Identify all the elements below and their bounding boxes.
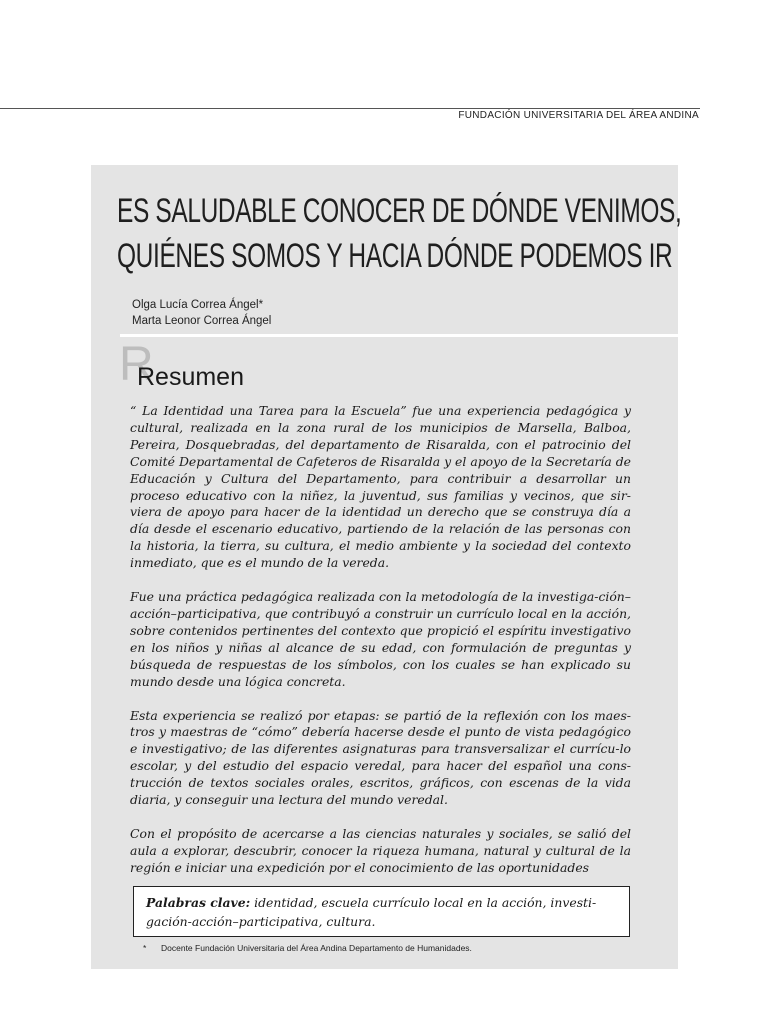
author-1: Olga Lucía Correa Ángel* [132,299,264,311]
section-initial: R [119,338,154,391]
keywords-box [133,886,630,937]
running-header: FUNDACIÓN UNIVERSITARIA DEL ÁREA ANDINA [458,110,699,121]
abstract-paragraph-4: Con el propósito de acercarse a las ciencias naturales y sociales, se salió del aula a explorar, descubrir, conocer la riqueza humana, natural y cultural de la región e iniciar una expedición por el conocimiento de las oportunidades [130,825,631,875]
title-line-1: ES SALUDABLE CONOCER DE DÓNDE VENIMOS, [117,192,682,230]
section-divider [120,334,678,337]
article-panel [91,165,682,969]
abstract-paragraph-2: Fue una práctica pedagógica realizada con la metodología de la investiga-ción–acción–participativa, que contribuyó a construir un currículo local en la acción, sobre contenidos pertinentes del contexto que propició el espíritu investigativo en los niños y niñas al alcance de su edad, con formulación de preguntas y búsqueda de respuestas de los símbolos, con los cuales se han explicado su mundo desde una lógica concreta. [130,589,631,689]
abstract-paragraph-3: Esta experiencia se realizó por etapas: se partió de la reflexión con los maes-tros y maestras de “cómo” debería hacerse desde el punto de vista pedagógico e investigativo; de las diferentes asignaturas para transversalizar el currícu-lo escolar, y del estudio del espacio veredal, para hacer del español una cons-trucción de textos sociales orales, escritos, gráficos, con escenas de la vida diaria, y conseguir una lectura del mundo veredal. [130,707,631,808]
abstract-body [130,403,631,894]
abstract-paragraph-1: “ La Identidad una Tarea para la Escuela” fue una experiencia pedagógica y cultural, realizada en la zona rural de los municipios de Marsella, Balboa, Pereira, Dosquebradas, del departamento de Risaralda, con el patrocinio del Comité Departamental de Cafeteros de Risaralda y el apoyo de la Secretaría de Educación y Cultura del Departamento, para contribuir a desarrollar un proceso educativo con la niñez, la juventud, sus familias y vecinos, que sir-viera de apoyo para hacer de la identidad un derecho que se construya día a día desde el escenario educativo, partiendo de la relación de las personas con la historia, la tierra, su cultura, el medio ambiente y la sociedad del contexto inmediato, que es el mundo de la vereda. [130,403,631,571]
keywords-text: identidad, escuela currículo local en la acción, investi-gación-acción–participativa, cultura. [146,895,597,929]
footnote-text: Docente Fundación Universitaria del Área Andina Departamento de Humanidades. [161,943,472,953]
section-heading: Resumen [137,363,244,391]
keywords-label: Palabras clave: [146,895,251,910]
title-line-2: QUIÉNES SOMOS Y HACIA DÓNDE PODEMOS IR [117,237,673,275]
author-2: Marta Leonor Correa Ángel [132,315,272,327]
author-list [132,297,271,329]
footnote-marker: * [143,943,147,953]
header-rule [0,108,700,109]
footnote [143,943,472,953]
article-title [117,189,682,279]
